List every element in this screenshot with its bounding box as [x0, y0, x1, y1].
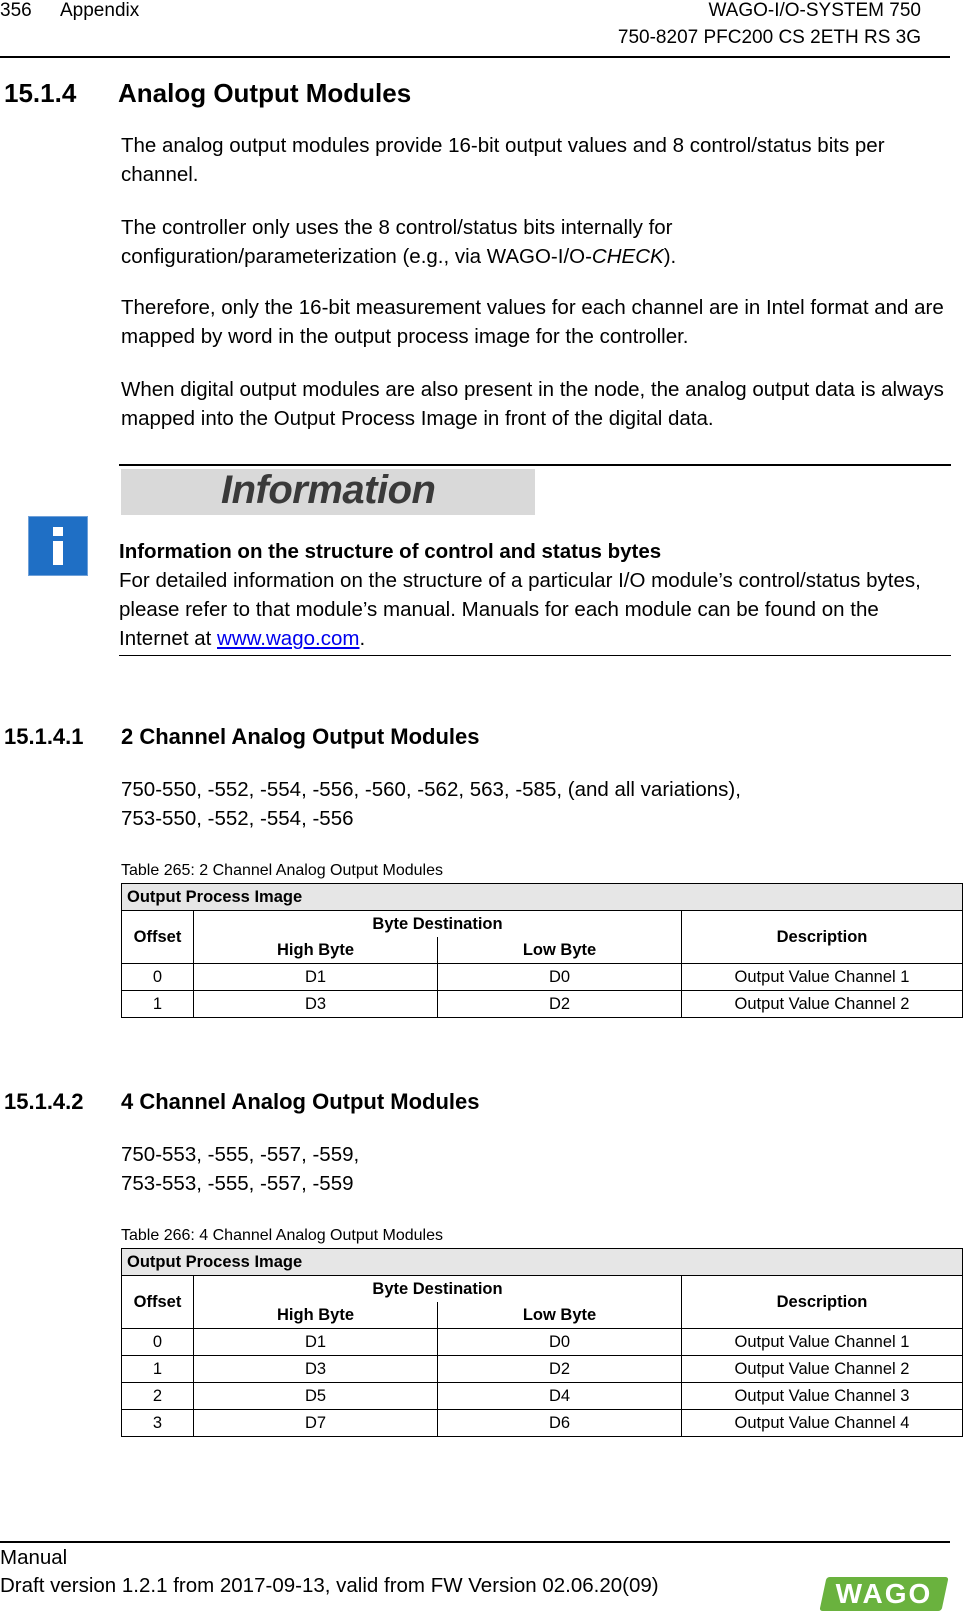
- table-4ch: [121, 1248, 963, 1437]
- wago-link[interactable]: www.wago.com: [217, 627, 360, 650]
- table-row: 0 D1 D0 Output Value Channel 1: [122, 1329, 963, 1356]
- subsection-2-number: 15.1.4.2: [4, 1089, 84, 1114]
- modules-2ch: 750-550, -552, -554, -556, -560, -562, 563, -585, (and all variations), 753-550, -552, -554, -556: [121, 778, 741, 830]
- info-text: For detailed information on the structure of a particular I/O module’s control/status bytes, please refer to that module’s manual. Manuals for each module can be found on the Internet at www.wago.com.: [119, 569, 921, 650]
- info-icon: [28, 516, 88, 576]
- footer-rule: [0, 1541, 950, 1543]
- wago-logo-text: WAGO: [835, 1578, 933, 1609]
- col-offset: Offset: [122, 911, 194, 964]
- footer-doc-type: Manual: [0, 1546, 68, 1569]
- col-offset: Offset: [122, 1276, 194, 1329]
- header-product: 750-8207 PFC200 CS 2ETH RS 3G: [617, 27, 921, 48]
- header-system: WAGO-I/O-SYSTEM 750: [708, 0, 921, 21]
- col-high-byte: High Byte: [194, 1302, 438, 1329]
- paragraph-4: When digital output modules are also present in the node, the analog output data is always mapped into the Output Process Image in front of the digital data.: [121, 378, 944, 430]
- subsection-1-number: 15.1.4.1: [4, 724, 84, 749]
- table-row: 2 D5 D4 Output Value Channel 3: [122, 1383, 963, 1410]
- wago-logo: [819, 1577, 948, 1611]
- section-title: Analog Output Modules: [118, 78, 412, 108]
- footer-draft-info: Draft version 1.2.1 from 2017-09-13, valid from FW Version 02.06.20(09): [0, 1574, 659, 1597]
- table-row: 3 D7 D6 Output Value Channel 4: [122, 1410, 963, 1437]
- table-row: 1 D3 D2 Output Value Channel 2: [122, 991, 963, 1018]
- table-2ch: [121, 883, 963, 1018]
- table-title: Output Process Image: [122, 1249, 963, 1276]
- section-number: 15.1.4: [4, 78, 77, 108]
- table-266-caption: Table 266: 4 Channel Analog Output Modules: [121, 1227, 444, 1244]
- header-section: Appendix: [60, 0, 140, 21]
- table-row: 0 D1 D0 Output Value Channel 1: [122, 964, 963, 991]
- col-low-byte: Low Byte: [438, 1302, 682, 1329]
- header-page-number: 356: [0, 0, 32, 21]
- table-265-caption: Table 265: 2 Channel Analog Output Modules: [121, 862, 444, 879]
- table-row: 1 D3 D2 Output Value Channel 2: [122, 1356, 963, 1383]
- info-content: [119, 537, 951, 653]
- info-top-rule: [119, 464, 951, 466]
- info-banner: [121, 469, 535, 515]
- modules-4ch: 750-553, -555, -557, -559, 753-553, -555, -557, -559: [121, 1143, 360, 1195]
- table-title: Output Process Image: [122, 884, 963, 911]
- info-heading: Information on the structure of control and status bytes: [119, 540, 662, 563]
- col-high-byte: High Byte: [194, 937, 438, 964]
- paragraph-2: The controller only uses the 8 control/status bits internally for configuration/parameterization (e.g., via WAGO-I/O-CHECK).: [121, 216, 677, 268]
- col-low-byte: Low Byte: [438, 937, 682, 964]
- subsection-2-title: 4 Channel Analog Output Modules: [121, 1089, 480, 1114]
- col-byte-destination: Byte Destination: [194, 911, 682, 938]
- subsection-1-title: 2 Channel Analog Output Modules: [121, 724, 480, 749]
- col-byte-destination: Byte Destination: [194, 1276, 682, 1303]
- paragraph-1: The analog output modules provide 16-bit output values and 8 control/status bits per channel.: [121, 134, 885, 186]
- check-italic: CHECK: [591, 245, 664, 268]
- col-description: Description: [682, 911, 963, 964]
- header-rule: [0, 56, 950, 58]
- info-banner-text: Information: [221, 468, 436, 512]
- paragraph-3: Therefore, only the 16-bit measurement values for each channel are in Intel format and are mapped by word in the output process image for the controller.: [121, 296, 944, 348]
- info-bottom-rule: [119, 655, 951, 656]
- col-description: Description: [682, 1276, 963, 1329]
